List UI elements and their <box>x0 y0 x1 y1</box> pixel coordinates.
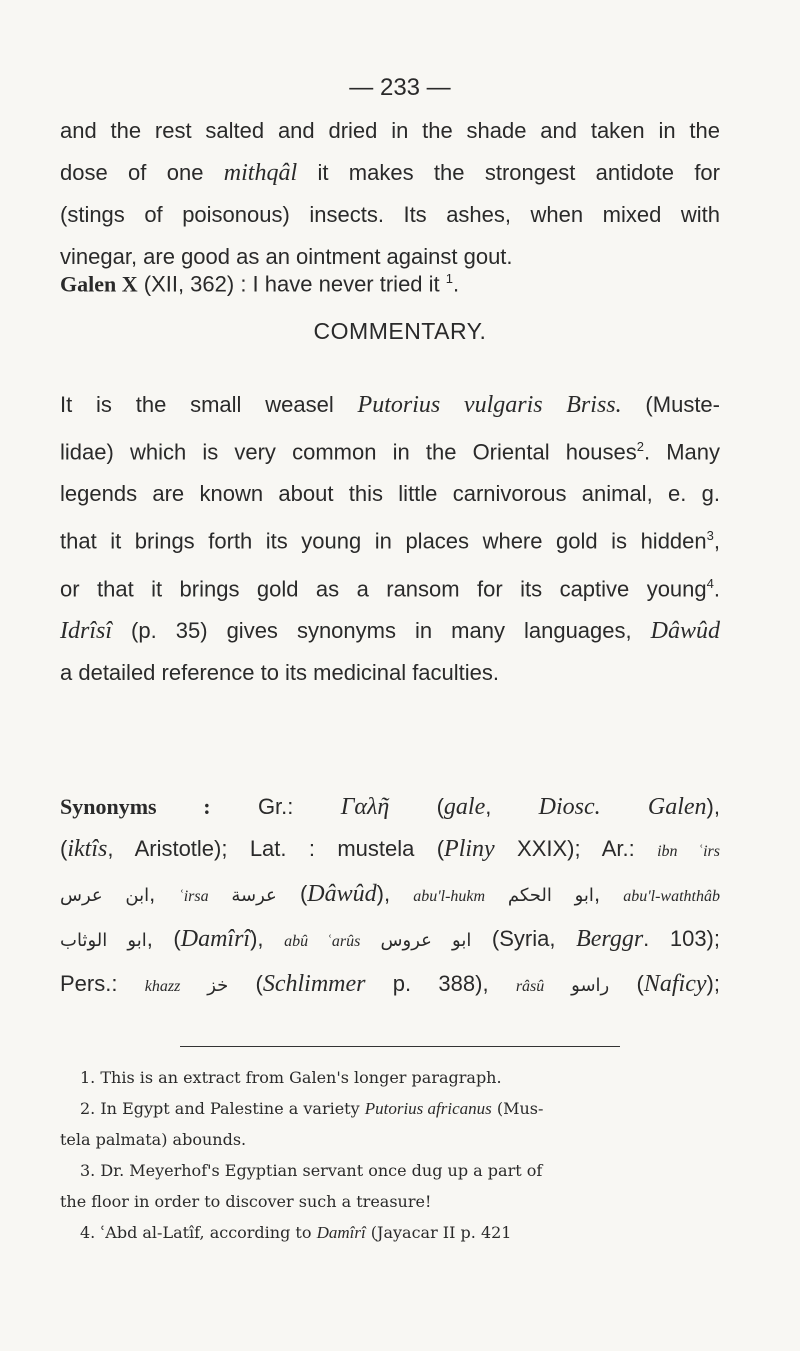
paragraph-commentary: It is the small weasel Putorius vulgaris Briss. (Muste- lidae) which is very common in the Oriental houses$^2$. Many legends are known about this little carnivorous animal, e. g. that it brings forth its young in places where gold is hidden$^3$, or that it brings gold as a ransom for its captive young$^4$. Idrîsî (p. 35) gives synonyms in many languages, Dâwûd a detailed reference to its medicinal faculties. <box>60 392 720 685</box>
footnote-divider <box>180 1046 620 1047</box>
footnote-1: 1. This is an extract from Galen's longer paragraph. <box>80 1068 502 1087</box>
galen-citation: Galen X (XII, 362) : I have never tried it $^1$. <box>60 271 460 297</box>
paragraph-synonyms: Synonyms : Gr.: Γαλῆ (gale, Diosc. Galen), (iktîs, Aristotle); Lat. : mustela (Pliny XXIX); Ar.: ibn ʿirs ابن عرس, ʿirsa عرسة (Dâwûd), abu'l-hukm ابو الحكم, abu'l-waththâb ابو الوثاب, (Damîrî), abû ʿarûs ابو عروس (Syria, Berggr. 103); Pers.: khazz خز (Schlimmer p. 388), râsû راسو (Naficy); <box>60 794 720 997</box>
footnote-2: 2. In Egypt and Palestine a variety Putorius africanus (Mus- <box>80 1099 544 1118</box>
paragraph-recipe: and the rest salted and dried in the shade and taken in the dose of one mithqâl it makes the strongest antidote for (stings of poisonous) insects. Its ashes, when mixed with vinegar, are good as an ointment against gout. <box>60 118 720 269</box>
footnote-3: 3. Dr. Meyerhof's Egyptian servant once dug up a part of <box>80 1161 543 1180</box>
section-heading: COMMENTARY. <box>313 318 487 344</box>
footnote-4: 4. ʿAbd al-Latîf, according to Damîrî (Jayacar II p. 421 <box>80 1223 512 1242</box>
page-number: — 233 — <box>349 74 451 101</box>
footnotes: 1. This is an extract from Galen's longer paragraph. 2. In Egypt and Palestine a variety Putorius africanus (Mus- tela palmata) abounds. 3. Dr. Meyerhof's Egyptian servant once dug up a part of the floor in order to discover such a treasure! 4. ʿAbd al-Latîf, according to Damîrî (Jayacar II p. 421 <box>60 1062 720 1248</box>
